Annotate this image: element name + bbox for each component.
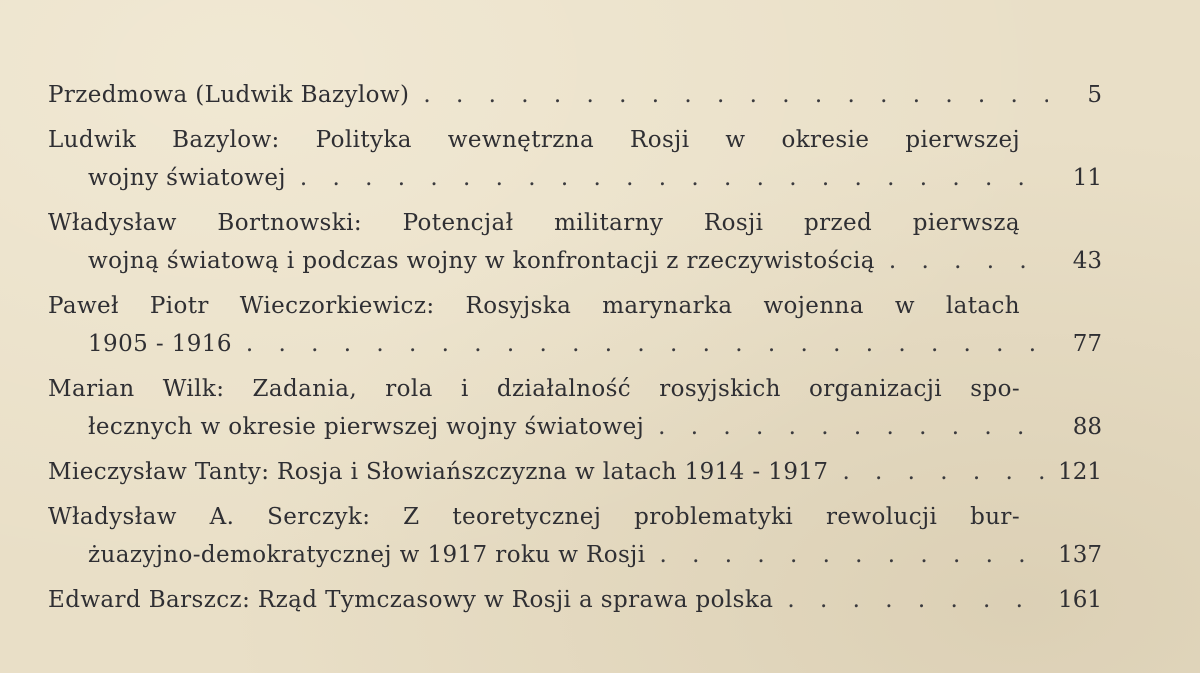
dot-leader <box>842 453 1048 491</box>
toc-entry <box>48 370 1102 446</box>
dot-leader <box>658 408 1048 446</box>
toc-entry <box>48 287 1102 363</box>
toc-entry-line <box>48 76 1102 114</box>
toc-entry <box>48 76 1102 114</box>
toc-entry-line <box>48 453 1102 491</box>
dot-leader <box>246 325 1048 363</box>
toc-page-number: 88 <box>1072 414 1102 440</box>
toc-entry-title-continuation: żuazyjno-demokratycznej w 1917 roku w Rosji <box>88 542 646 568</box>
toc-entry-title: Władysław Bortnowski: Potencjał militarny Rosji przed pierwszą <box>48 210 1020 236</box>
dot-leader <box>423 76 1048 114</box>
toc-page-number: 161 <box>1058 587 1102 613</box>
toc-entry-line <box>48 204 1102 242</box>
toc-page-number: 77 <box>1072 331 1102 357</box>
toc-entry-line <box>48 325 1102 363</box>
toc-page-number: 11 <box>1072 165 1102 191</box>
toc-page-number: 43 <box>1072 248 1102 274</box>
toc-entry-title: Mieczysław Tanty: Rosja i Słowiańszczyzna w latach 1914 - 1917 <box>48 459 829 485</box>
toc-entry-title-continuation: 1905 - 1916 <box>88 331 232 357</box>
toc-entry-line <box>48 498 1102 536</box>
toc-entry <box>48 498 1102 574</box>
table-of-contents <box>48 76 1102 626</box>
toc-page-number: 5 <box>1087 82 1102 108</box>
dot-leader <box>889 242 1048 280</box>
toc-entry-title-continuation: wojny światowej <box>88 165 286 191</box>
toc-entry-title: Marian Wilk: Zadania, rola i działalność rosyjskich organizacji spo- <box>48 376 1020 402</box>
toc-entry-line <box>48 581 1102 619</box>
toc-entry-title: Edward Barszcz: Rząd Tymczasowy w Rosji a sprawa polska <box>48 587 774 613</box>
toc-entry-line <box>48 159 1102 197</box>
toc-entry-title: Ludwik Bazylow: Polityka wewnętrzna Rosji w okresie pierwszej <box>48 127 1020 153</box>
toc-entry <box>48 581 1102 619</box>
toc-entry-line <box>48 242 1102 280</box>
toc-entry-title: Paweł Piotr Wieczorkiewicz: Rosyjska marynarka wojenna w latach <box>48 293 1020 319</box>
toc-entry-line <box>48 370 1102 408</box>
toc-page-number: 121 <box>1058 459 1102 485</box>
dot-leader <box>787 581 1048 619</box>
toc-entry <box>48 453 1102 491</box>
toc-entry-title: Władysław A. Serczyk: Z teoretycznej problematyki rewolucji bur- <box>48 504 1020 530</box>
toc-entry-line <box>48 287 1102 325</box>
toc-entry <box>48 204 1102 280</box>
dot-leader <box>300 159 1048 197</box>
toc-entry-title-continuation: wojną światową i podczas wojny w konfrontacji z rzeczywistością <box>88 248 875 274</box>
dot-leader <box>659 536 1048 574</box>
toc-entry-line <box>48 408 1102 446</box>
toc-entry-line <box>48 121 1102 159</box>
toc-entry-line <box>48 536 1102 574</box>
toc-entry-title: Przedmowa (Ludwik Bazylow) <box>48 82 410 108</box>
toc-entry <box>48 121 1102 197</box>
toc-entry-title-continuation: łecznych w okresie pierwszej wojny światowej <box>88 414 645 440</box>
toc-page-number: 137 <box>1058 542 1102 568</box>
